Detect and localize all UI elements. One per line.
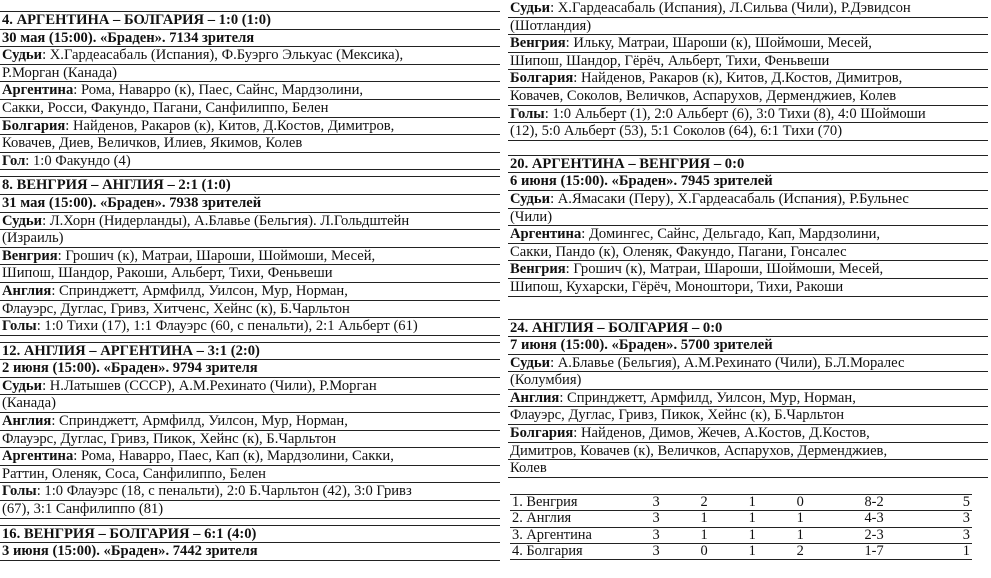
match-block [0, 176, 500, 335]
losses: 0 [776, 494, 824, 510]
goals-text: : 1:0 Факундо (4) [25, 152, 131, 169]
team1-label: Аргентина [510, 226, 582, 243]
team1-text: : Домингес, Сайнс, Дельгадо, Кап, Мардзолини, [581, 226, 881, 243]
team1-text: : Грошич (к), Матраи, Шароши, Шоймоши, Месей, [57, 247, 376, 264]
match-title: 16. ВЕНГРИЯ – БОЛГАРИЯ – 6:1 (4:0) [0, 525, 500, 544]
referees-line [0, 47, 500, 65]
referees-line [0, 378, 500, 396]
losses: 1 [776, 511, 824, 527]
team2-line [0, 118, 500, 136]
goal-diff: 2-3 [824, 527, 924, 543]
losses: 1 [776, 527, 824, 543]
goals-line [0, 153, 500, 171]
referees-line-2: (Канада) [0, 395, 500, 413]
points: 1 [924, 544, 972, 560]
goals-line [0, 483, 500, 501]
team1-text: : Спринджетт, Армфилд, Уилсон, Мур, Норман, [51, 413, 348, 430]
team1-text: : Спринджетт, Армфилд, Уилсон, Мур, Норман, [559, 389, 856, 406]
wins: 0 [680, 544, 728, 560]
team1-line-2: Флауэрс, Дуглас, Гривз, Пикок, Хейнс (к), Б.Чарльтон [0, 431, 500, 449]
goal-diff: 4-3 [824, 511, 924, 527]
referees-line [0, 213, 500, 231]
played: 3 [632, 494, 680, 510]
team1-line [0, 82, 500, 100]
played: 3 [632, 527, 680, 543]
team2-label: Болгария [510, 425, 574, 442]
team1-label: Аргентина [2, 82, 74, 99]
referees-line [508, 0, 988, 18]
played: 3 [632, 544, 680, 560]
team1-line-2: Сакки, Пандо (к), Оленяк, Факундо, Пагани, Гонсалес [508, 244, 988, 262]
team2-line-3: Колев [508, 460, 988, 478]
draws: 1 [728, 544, 776, 560]
referees-line-2: Р.Морган (Канада) [0, 65, 500, 83]
team1-line-2: Флауэрс, Дуглас, Гривз, Пикок, Хейнс (к), Б.Чарльтон [508, 407, 988, 425]
goals-text: : 1:0 Альберт (1), 2:0 Альберт (6), 3:0 Тихи (8), 4:0 Шоймоши [544, 105, 926, 122]
team1-line [508, 35, 988, 53]
team2-line-2: Ковачев, Соколов, Величков, Аспарухов, Дерменджиев, Колев [508, 88, 988, 106]
goals-text: : 1:0 Тихи (17), 1:1 Флауэрс (60, с пенальти), 2:1 Альберт (61) [36, 318, 418, 335]
referees-label: Судьи [510, 190, 551, 207]
team2-line [0, 448, 500, 466]
match-title: 12. АНГЛИЯ – АРГЕНТИНА – 3:1 (2:0) [0, 342, 500, 361]
team-name: 4. Болгария [510, 544, 632, 560]
referees-label: Судьи [510, 354, 551, 371]
team2-text: : Найденов, Ракаров (к), Китов, Д.Костов, Димитров, [573, 70, 903, 87]
team1-text: : Рома, Наварро (к), Паес, Сайнс, Мардзолини, [73, 82, 364, 99]
match-date: 7 июня (15:00). «Браден». 5700 зрителей [508, 337, 988, 355]
referees-label: Судьи [2, 377, 43, 394]
table-row [510, 527, 972, 543]
referees-line [508, 191, 988, 209]
goals-label: Гол [2, 152, 26, 169]
team2-line [508, 261, 988, 279]
match-block [0, 525, 500, 561]
team2-line-2: Флауэрс, Дуглас, Гривз, Хитченс, Хейнс (к), Б.Чарльтон [0, 301, 500, 319]
wins: 1 [680, 527, 728, 543]
team-name: 1. Венгрия [510, 494, 632, 510]
standings-table [510, 494, 972, 561]
referees-label: Судьи [2, 212, 43, 229]
referees-text: : А.Ямасаки (Перу), Х.Гардеасабаль (Испания), Р.Бульнес [550, 190, 909, 207]
team2-text: : Найденов, Ракаров (к), Китов, Д.Костов, Димитров, [65, 117, 395, 134]
team1-line [508, 226, 988, 244]
team1-label: Англия [2, 413, 52, 430]
referees-line-2: (Израиль) [0, 230, 500, 248]
team2-text: : Рома, Наварро, Паес, Кап (к), Мардзолини, Сакки, [73, 448, 394, 465]
referees-line-2: (Чили) [508, 209, 988, 227]
match-date: 6 июня (15:00). «Браден». 7945 зрителей [508, 173, 988, 191]
wins: 1 [680, 511, 728, 527]
match-block [508, 155, 988, 297]
spacer [508, 297, 988, 313]
referees-line [508, 355, 988, 373]
team2-label: Болгария [510, 70, 574, 87]
team2-line-2: Ковачев, Диев, Величков, Илиев, Якимов, Колев [0, 135, 500, 153]
draws: 1 [728, 511, 776, 527]
referees-line-2: (Шотландия) [508, 18, 988, 36]
goal-diff: 1-7 [824, 544, 924, 560]
team1-line [508, 390, 988, 408]
goals-line-2: (12), 5:0 Альберт (53), 5:1 Соколов (64), 6:1 Тихи (70) [508, 123, 988, 141]
team2-label: Аргентина [2, 448, 74, 465]
goals-label: Голы [2, 483, 37, 500]
match-date: 30 мая (15:00). «Браден». 7134 зрителя [0, 30, 500, 48]
referees-label: Судьи [510, 0, 551, 16]
team2-line-2: Димитров, Ковачев (к), Величков, Аспарухов, Дерменджиев, [508, 443, 988, 461]
team1-line-2: Шипош, Шандор, Гёрёч, Альберт, Тихи, Феньвеши [508, 53, 988, 71]
match-title: 20. АРГЕНТИНА – ВЕНГРИЯ – 0:0 [508, 155, 988, 174]
match-date: 31 мая (15:00). «Браден». 7938 зрителей [0, 195, 500, 213]
team2-line-2: Раттин, Оленяк, Соса, Санфилиппо, Белен [0, 466, 500, 484]
goals-text: : 1:0 Флауэрс (18, с пенальти), 2:0 Б.Чарльтон (42), 3:0 Гривз [36, 483, 412, 500]
team-name: 2. Англия [510, 511, 632, 527]
table-row [510, 494, 972, 510]
team2-label: Венгрия [510, 261, 566, 278]
goals-line [508, 106, 988, 124]
team2-text: : Грошич (к), Матраи, Шароши, Шоймоши, Месей, [565, 261, 884, 278]
draws: 1 [728, 527, 776, 543]
points: 5 [924, 494, 972, 510]
goals-line [0, 318, 500, 336]
referees-text: : Х.Гардеасабаль (Испания), Л.Сильва (Чили), Р.Дэвидсон [550, 0, 911, 16]
match-title: 4. АРГЕНТИНА – БОЛГАРИЯ – 1:0 (1:0) [0, 11, 500, 30]
team2-line [0, 283, 500, 301]
referees-text: : Х.Гардеасабаль (Испания), Ф.Буэрго Элькуас (Мексика), [42, 47, 404, 64]
points: 3 [924, 527, 972, 543]
match-title: 24. АНГЛИЯ – БОЛГАРИЯ – 0:0 [508, 319, 988, 338]
team2-line-2: Шипош, Кухарски, Гёрёч, Моноштори, Тихи, Ракоши [508, 279, 988, 297]
referees-text: : Л.Хорн (Нидерланды), А.Блавье (Бельгия). Л.Гольдштейн [42, 212, 410, 229]
team-name: 3. Аргентина [510, 527, 632, 543]
right-column [508, 0, 988, 560]
team1-label: Венгрия [2, 247, 58, 264]
table-row [510, 511, 972, 527]
spacer [508, 141, 988, 149]
team1-line-2: Сакки, Росси, Факундо, Пагани, Санфилиппо, Белен [0, 100, 500, 118]
team1-line [0, 248, 500, 266]
referees-text: : А.Блавье (Бельгия), А.М.Рехинато (Чили), Б.Л.Моралес [550, 354, 905, 371]
match-block [508, 319, 988, 478]
team1-line [0, 413, 500, 431]
team2-line [508, 425, 988, 443]
team1-label: Венгрия [510, 35, 566, 52]
team2-text: : Спринджетт, Армфилд, Уилсон, Мур, Норман, [51, 282, 348, 299]
match-block [0, 342, 500, 519]
goals-line-2: (67), 3:1 Санфилиппо (81) [0, 501, 500, 519]
team1-text: : Ильку, Матраи, Шароши (к), Шоймоши, Месей, [565, 35, 872, 52]
team1-line-2: Шипош, Шандор, Ракоши, Альберт, Тихи, Феньвеши [0, 265, 500, 283]
points: 3 [924, 511, 972, 527]
goals-label: Голы [2, 318, 37, 335]
goal-diff: 8-2 [824, 494, 924, 510]
left-column [0, 0, 500, 561]
match-date: 3 июня (15:00). «Браден». 7442 зрителя [0, 543, 500, 561]
wins: 2 [680, 494, 728, 510]
played: 3 [632, 511, 680, 527]
team2-label: Болгария [2, 117, 66, 134]
team2-line [508, 70, 988, 88]
referees-label: Судьи [2, 47, 43, 64]
match-block-continued [508, 0, 988, 141]
match-block [0, 11, 500, 170]
referees-text: : Н.Латышев (СССР), А.М.Рехинато (Чили), Р.Морган [42, 377, 377, 394]
losses: 2 [776, 544, 824, 560]
match-title: 8. ВЕНГРИЯ – АНГЛИЯ – 2:1 (1:0) [0, 176, 500, 195]
spacer [508, 478, 988, 494]
match-date: 2 июня (15:00). «Браден». 9794 зрителя [0, 360, 500, 378]
draws: 1 [728, 494, 776, 510]
table-row [510, 544, 972, 560]
goals-label: Голы [510, 105, 545, 122]
referees-line-2: (Колумбия) [508, 372, 988, 390]
team2-text: : Найденов, Димов, Жечев, А.Костов, Д.Костов, [573, 425, 870, 442]
team1-label: Англия [510, 389, 560, 406]
team2-label: Англия [2, 282, 52, 299]
